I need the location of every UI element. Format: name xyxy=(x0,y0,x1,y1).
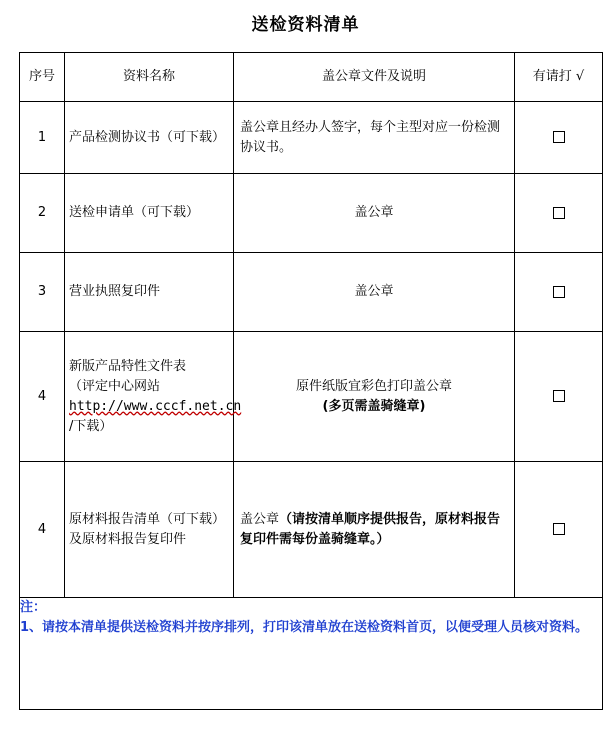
row-no: 1 xyxy=(20,102,65,174)
row-desc xyxy=(234,102,515,174)
row-desc xyxy=(234,332,515,462)
row-name-text: 营业执照复印件 xyxy=(69,284,161,299)
row-desc-text: 盖公章且经办人签字，每个主型对应一份检测协议书。 xyxy=(240,119,501,155)
checkbox[interactable] xyxy=(553,390,565,402)
row-desc-prefix: 盖公章 xyxy=(240,511,280,527)
header-no: 序号 xyxy=(20,53,65,102)
row-name-line: （评定中心网站 xyxy=(69,378,161,394)
row-check-cell xyxy=(515,174,603,253)
row-name xyxy=(65,174,234,253)
row-no: 4 xyxy=(20,332,65,462)
row-desc: 盖公章 xyxy=(234,253,515,332)
checkbox[interactable] xyxy=(553,523,565,535)
row-no: 3 xyxy=(20,253,65,332)
header-desc: 盖公章文件及说明 xyxy=(234,53,515,102)
table-header-row xyxy=(20,53,603,102)
row-name xyxy=(65,332,242,462)
row-desc: 盖公章 xyxy=(234,174,515,253)
row-name-line: 新版产品特性文件表 xyxy=(69,358,187,374)
note-text: 1、请按本清单提供送检资料并按序排列，打印该清单放在送检资料首页，以便受理人员核对资料。 xyxy=(20,620,589,635)
row-name xyxy=(65,462,234,598)
checkbox[interactable] xyxy=(553,131,565,143)
row-desc-note: （请按清单顺序提供报告，原材料报告复印件需每份盖骑缝章。） xyxy=(240,511,501,547)
row-no: 4 xyxy=(20,462,65,598)
row-desc-note: (多页需盖骑缝章) xyxy=(322,398,426,414)
checkbox[interactable] xyxy=(553,207,565,219)
row-name-text: 产品检测协议书（可下载） xyxy=(69,129,226,145)
header-check: 有请打 √ xyxy=(515,53,603,102)
header-name: 资料名称 xyxy=(65,53,234,102)
note-label: 注： xyxy=(20,600,47,615)
table-row xyxy=(20,253,603,332)
row-no: 2 xyxy=(20,174,65,253)
row-name xyxy=(65,102,234,174)
row-name-text: 送检申请单（可下载） xyxy=(69,205,200,220)
row-desc-line: 原件纸版宜彩色打印盖公章 xyxy=(295,378,452,394)
row-name xyxy=(65,253,234,332)
table-row xyxy=(20,102,603,174)
table-row xyxy=(20,462,603,598)
row-check-cell xyxy=(515,253,603,332)
row-name-text: 原材料报告清单（可下载）及原材料报告复印件 xyxy=(69,511,226,547)
row-check-cell xyxy=(515,462,603,598)
table-row xyxy=(20,174,603,253)
table-row xyxy=(20,332,603,462)
row-name-line: /下载） xyxy=(69,418,113,434)
checkbox[interactable] xyxy=(553,286,565,298)
note-row xyxy=(20,598,603,710)
website-link[interactable]: http://www.cccf.net.cn xyxy=(69,398,242,414)
document-title: 送检资料清单 xyxy=(251,15,360,35)
note-cell xyxy=(20,598,603,710)
row-desc xyxy=(234,462,515,598)
row-check-cell xyxy=(515,102,603,174)
checklist-table xyxy=(19,52,603,710)
row-check-cell xyxy=(515,332,603,462)
